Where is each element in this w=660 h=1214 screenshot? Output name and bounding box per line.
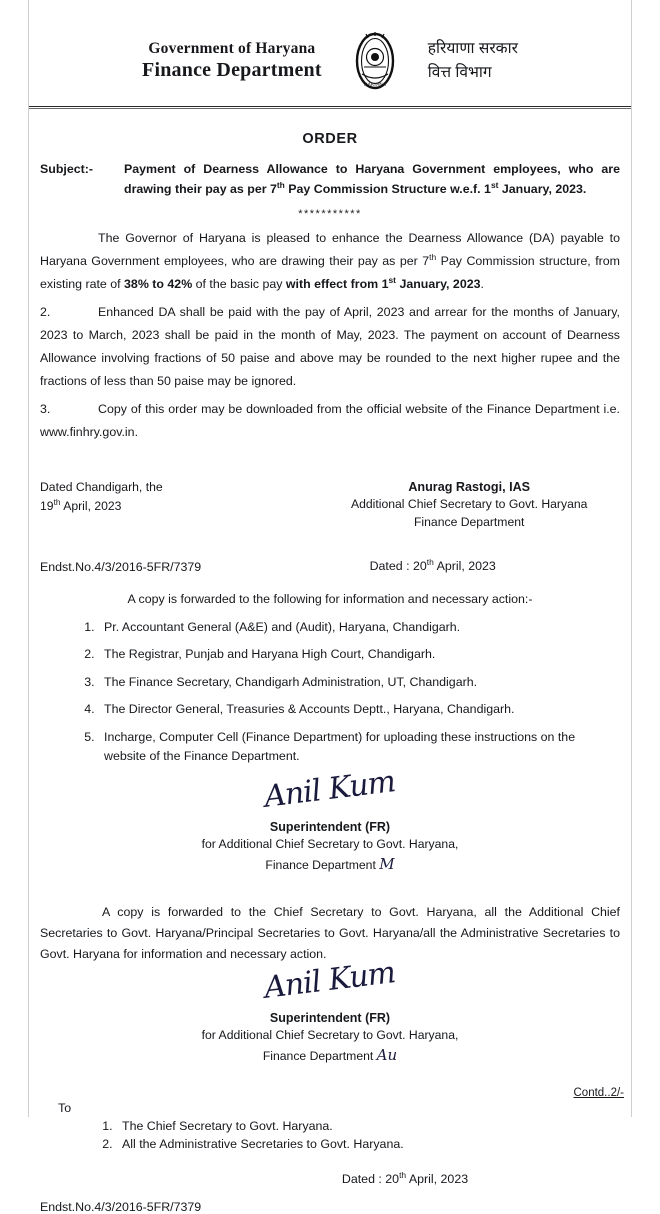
handwritten-signature-1 (40, 764, 620, 816)
para1-bold-date: January, 2023 (396, 277, 481, 292)
superintendent-for-line-2: for Additional Chief Secretary to Govt. Haryana, (201, 1028, 459, 1043)
list-item: 3. The Finance Secretary, Chandigarh Administration, UT, Chandigarh. (98, 673, 620, 692)
signature-scribble: Anil Kum (262, 955, 398, 1006)
paragraph-3-number: 3. (40, 401, 51, 416)
para1-d: . (480, 277, 484, 292)
to-block-date (40, 1170, 620, 1186)
government-title-hindi (428, 39, 518, 82)
footer-endorsement-row (40, 1200, 620, 1214)
continued-footer: Contd..2/- (573, 1087, 624, 1099)
to-date-sup: th (399, 1169, 407, 1180)
endorsement-2-paragraph (40, 902, 620, 965)
header-divider-secondary (28, 108, 632, 109)
signature-initial-2: Au (376, 1045, 398, 1064)
list-item: 1. Pr. Accountant General (A&E) and (Audit), Haryana, Chandigarh. (98, 618, 620, 637)
endorsement-1-number: Endst.No.4/3/2016-5FR/7379 (40, 559, 202, 574)
hindi-line-1: हरियाणा सरकार (427, 40, 518, 58)
document-header (0, 0, 660, 100)
superintendent-for-line-1: for Additional Chief Secretary to Govt. Haryana, (201, 837, 459, 852)
list-item: 5. Incharge, Computer Cell (Finance Department) for uploading these instructions on the website of the Finance Department. (98, 728, 620, 765)
superintendent-dept-text-2: Finance Department (262, 1048, 374, 1063)
list-item: 2. All the Administrative Secretaries to Govt. Haryana. (116, 1135, 620, 1154)
subject-row (40, 161, 620, 199)
superintendent-title-2: Superintendent (FR) (269, 1010, 391, 1025)
paragraph-2-number: 2. (40, 305, 51, 320)
superintendent-dept-text-1: Finance Department (265, 858, 376, 872)
superintendent-department-2 (40, 1045, 620, 1067)
endorsement-1-forward-line: A copy is forwarded to the following for information and necessary action:- (127, 591, 533, 606)
signatory-name: Anurag Rastogi, IAS (408, 479, 531, 494)
dated-line-1: Dated Chandigarh, the (40, 479, 163, 494)
to-date-rest: April, 2023 (406, 1171, 469, 1186)
to-block (40, 1101, 620, 1154)
dated-line-2 (40, 496, 318, 515)
to-recipient-list (40, 1117, 620, 1154)
subject-text (124, 161, 620, 199)
dated-day: 19 (40, 499, 54, 514)
document-body (0, 131, 660, 1214)
dated-rest: April, 2023 (60, 499, 122, 514)
footer-endorsement-number: Endst.No.4/3/2016-5FR/7379 (40, 1199, 202, 1214)
superintendent-block-1 (40, 818, 620, 876)
superintendent-block-2 (40, 1009, 620, 1067)
endorsement-1-date-label: Dated : 20 (369, 559, 427, 574)
para1-sup: th (429, 252, 437, 263)
subject-part-3: January, 2023. (498, 182, 587, 197)
para1-bold-rate: 38% to 42% (124, 277, 193, 292)
to-label: To (58, 1100, 72, 1115)
para1-b: Pay Commission structure, from existing rate of (40, 254, 620, 292)
to-date-label: Dated : 20 (341, 1171, 400, 1186)
star-separator: *********** (298, 208, 362, 221)
subject-sup-1: th (276, 179, 285, 190)
hindi-line-2: वित्त विभाग (427, 63, 492, 81)
order-heading: ORDER (302, 131, 358, 147)
dated-day-sup: th (53, 497, 61, 508)
para1-c: of the basic pay (192, 277, 286, 292)
endorsement-1-date (342, 557, 620, 573)
subject-part-1: Payment of Dearness Allowance to Haryana Government employees, who are drawing their pay as per 7 (124, 162, 620, 197)
superintendent-title-1: Superintendent (FR) (269, 820, 391, 835)
para1-a: The Governor of Haryana is pleased to enhance the Dearness Allowance (DA) payable to Haryana Government employees, who are drawing their pay as per 7 (40, 231, 620, 269)
paragraph-2-text: Enhanced DA shall be paid with the pay of April, 2023 and arrear for the months of January, 2023 to March, 2023 shall be paid in the month of May, 2023. The payment on account of Dearness Allowance involving fractions of 50 paise and above may be rounded to the next higher rupee and the fractions of less than 50 paise may be ignored. (40, 305, 620, 388)
paragraph-2 (40, 301, 620, 393)
subject-part-2: Pay Commission Structure w.e.f. 1 (284, 182, 491, 197)
paragraph-3 (40, 398, 620, 444)
para1-bold-effect: with effect from 1 (285, 277, 389, 292)
signature-initial-1: M (379, 855, 395, 873)
subject-sup-2: st (490, 179, 499, 190)
header-divider (28, 106, 632, 107)
signatory-details (318, 478, 620, 532)
subject-label: Subject:- (40, 162, 94, 176)
signatory-designation: Additional Chief Secretary to Govt. Haryana (350, 497, 588, 512)
list-item: 4. The Director General, Treasuries & Accounts Deptt., Haryana, Chandigarh. (98, 700, 620, 719)
endorsement-1-row (40, 557, 620, 573)
government-title (142, 40, 322, 82)
signature-block-primary (40, 478, 620, 532)
paragraph-3-text: Copy of this order may be downloaded from the official website of the Finance Department i.e. www.finhry.gov.in. (40, 401, 620, 439)
list-item: 1. The Chief Secretary to Govt. Haryana. (116, 1117, 620, 1136)
signatory-department: Finance Department (413, 514, 525, 529)
signature-scribble: Anil Kum (262, 764, 398, 816)
dated-chandigarh (40, 478, 318, 532)
endorsement-1-date-rest: April, 2023 (433, 559, 496, 574)
list-item: 2. The Registrar, Punjab and Haryana High Court, Chandigarh. (98, 645, 620, 664)
gov-line-2: Finance Department (142, 58, 322, 81)
endorsement-1-recipient-list (40, 618, 620, 766)
para1-bold-sup: st (388, 275, 396, 286)
paragraph-1 (40, 227, 620, 296)
handwritten-signature-2 (40, 955, 620, 1007)
endorsement-2-text: A copy is forwarded to the Chief Secretary to Govt. Haryana, all the Additional Chief Secretaries to Govt. Haryana/Principal Secretaries to Govt. Haryana/all the Administrative Secretaries to Govt. Haryana for information and necessary action. (40, 904, 620, 961)
gov-line-1: Government of Haryana (148, 40, 316, 58)
endorsement-1-date-sup: th (426, 557, 434, 568)
superintendent-department-1 (40, 854, 620, 876)
haryana-government-emblem-icon (348, 30, 402, 92)
svg-text:HARYANA: HARYANA (363, 83, 386, 88)
